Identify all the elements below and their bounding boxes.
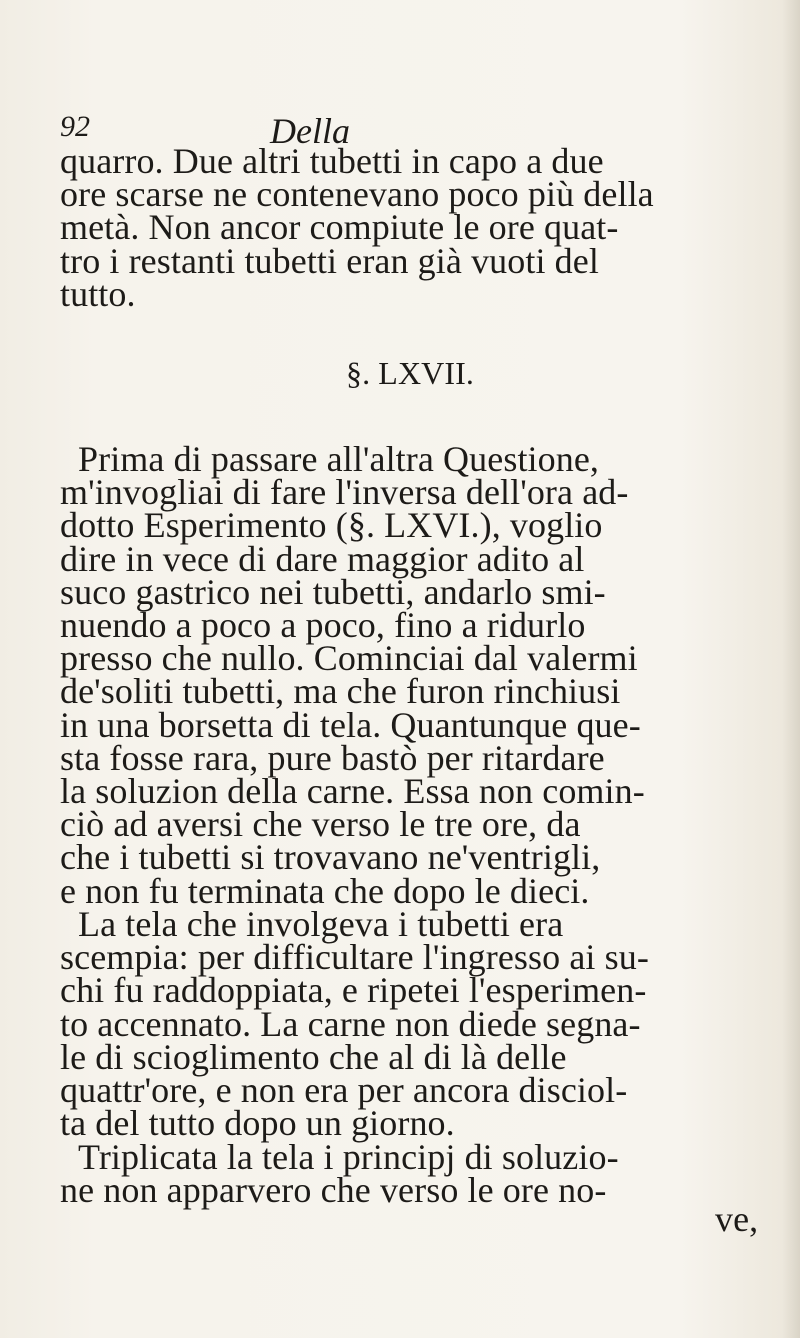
text-line: ciò ad aversi che verso le tre ore, da: [60, 804, 581, 845]
text-line: sta fosse rara, pure bastò per ritardare: [60, 737, 605, 778]
text-line: La tela che involgeva i tubetti era: [78, 904, 564, 944]
text-line: chi fu raddoppiata, e ripetei l'esperimen-: [60, 970, 647, 1011]
text-line: quattr'ore, e non era per ancora disciol-: [60, 1070, 628, 1111]
paragraph-2: [60, 439, 645, 911]
text-line: scempia: per difficultare l'ingresso ai su-: [60, 937, 649, 978]
text-line: Prima di passare all'altra Questione,: [78, 439, 600, 479]
text-line: dotto Esperimento (§. LXVI.), voglio: [60, 505, 603, 546]
catchword: ve,: [715, 1199, 759, 1239]
text-line: la soluzion della carne. Essa non comin-: [60, 771, 645, 812]
section-heading: §. LXVII.: [346, 355, 474, 391]
text-line: ne non apparvero che verso le ore no-: [60, 1170, 607, 1211]
text-line: suco gastrico nei tubetti, andarlo smi-: [60, 571, 606, 612]
page-edge-shadow: [782, 0, 800, 1338]
text-line: nuendo a poco a poco, fino a ridurlo: [60, 605, 586, 646]
text-line: e non fu terminata che dopo le dieci.: [60, 870, 590, 911]
text-line: le di scioglimento che al di là delle: [60, 1036, 567, 1077]
text-line: che i tubetti si trovavano ne'ventrigli,: [60, 837, 601, 878]
paragraph-4: [60, 1137, 619, 1211]
text-line: in una borsetta di tela. Quantunque que-: [60, 704, 641, 745]
text-line: to accennato. La carne non diede segna-: [60, 1003, 641, 1044]
text-line: metà. Non ancor compiute le ore quat-: [60, 207, 619, 248]
running-head: Della: [270, 111, 350, 151]
text-line: dire in vece di dare maggior adito al: [60, 538, 585, 579]
page-number: 92: [60, 110, 90, 143]
text-line: presso che nullo. Cominciai dal valermi: [60, 638, 638, 679]
text-line: ore scarse ne contenevano poco più della: [60, 174, 654, 215]
paragraph-1: [60, 141, 654, 314]
text-line: tutto.: [60, 273, 136, 314]
text-line: m'invogliai di fare l'inversa dell'ora ad-: [60, 472, 629, 513]
paragraph-3: [60, 904, 649, 1144]
text-line: de'soliti tubetti, ma che furon rinchiusi: [60, 671, 621, 712]
text-line: ta del tutto dopo un giorno.: [60, 1103, 455, 1144]
text-line: quarro. Due altri tubetti in capo a due: [60, 141, 604, 181]
text-line: Triplicata la tela i principj di soluzio-: [78, 1137, 619, 1177]
text-line: tro i restanti tubetti eran già vuoti del: [60, 240, 599, 281]
